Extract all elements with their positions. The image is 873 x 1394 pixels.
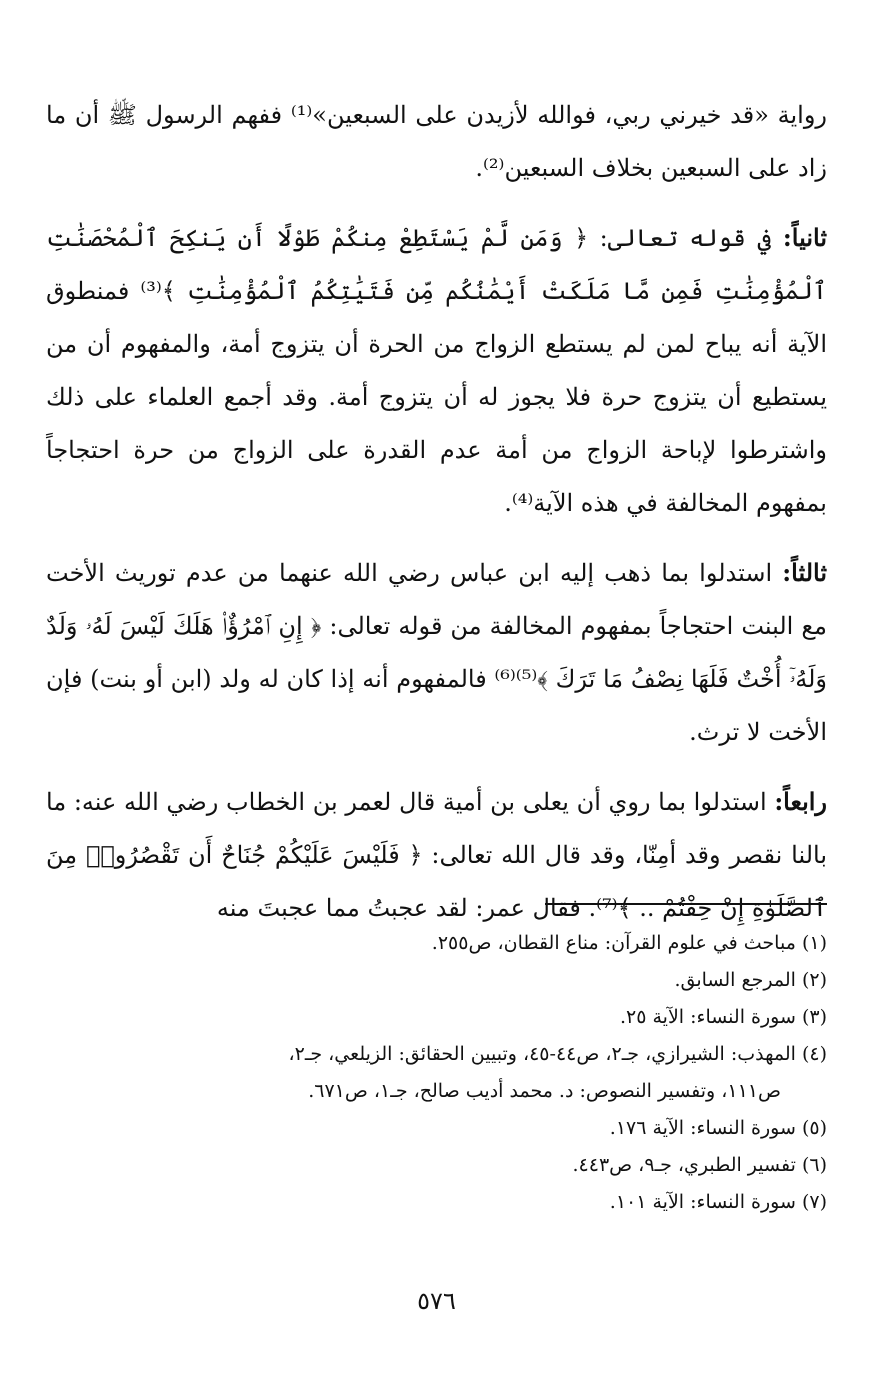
footnote-item bbox=[46, 1110, 827, 1147]
paragraph-text: استدلوا بما ذهب إليه ابن عباس رضي الله عنهما من عدم توريث الأخت مع البنت احتجاجاً بمفهوم المخالفة من قوله تعالى: ﴿ إِنِ ٱمْرُؤٌا۟ هَلَكَ لَيْسَ لَهُۥ وَلَدٌ وَلَهُۥٓ أُخْتٌ فَلَهَا نِصْفُ مَا تَرَكَ ﴾⁽⁵⁾⁽⁶⁾ فالمفهوم أنه إذا كان له ولد (ابن أو بنت) فإن الأخت لا ترث. bbox=[46, 559, 827, 746]
footnote-text: تفسير الطبري، جـ٩، ص٤٤٣. bbox=[572, 1154, 796, 1176]
paragraph-text: استدلوا بما روي أن يعلى بن أمية قال لعمر بن الخطاب رضي الله عنه: ما بالنا نقصر وقد أمِنّا، وقد قال الله تعالى: ﴿ فَلَيْسَ عَلَيْكُمْ جُنَاحٌ أَن تَقْصُرُوا۟ مِنَ ٱلصَّلَوٰةِ إِنْ خِفْتُمْ .. ﴾⁽⁷⁾. فقال عمر: لقد عجبتُ مما عجبتَ منه bbox=[46, 788, 827, 922]
footnote-text: مباحث في علوم القرآن: مناع القطان، ص٢٥٥. bbox=[431, 932, 796, 954]
paragraph-text: رواية «قد خيرني ربي، فوالله لأزيدن على السبعين»⁽¹⁾ ففهم الرسول ﷺ أن ما زاد على السبعين بخلاف السبعين⁽²⁾. bbox=[46, 101, 827, 182]
footnote-number: (٣) bbox=[801, 1006, 827, 1028]
footnote-text: المرجع السابق. bbox=[674, 969, 796, 991]
paragraph-lead: ثانياً: bbox=[782, 223, 827, 252]
footnote-item bbox=[46, 999, 827, 1036]
footnote-continuation: ص١١١، وتفسير النصوص: د. محمد أديب صالح، جـ١، ص٦٧١. bbox=[308, 1080, 781, 1102]
footnote-text: المهذب: الشيرازي، جـ٢، ص٤٤-٤٥، وتبيين الحقائق: الزيلعي، جـ٢، bbox=[288, 1043, 796, 1065]
footnote-number: (٧) bbox=[801, 1191, 827, 1213]
footnotes-list bbox=[46, 925, 827, 1221]
footnote-separator bbox=[545, 903, 827, 905]
footnote-text: سورة النساء: الآية ١٧٦. bbox=[609, 1117, 796, 1139]
footnote-number: (٤) bbox=[801, 1043, 827, 1065]
footnote-item bbox=[46, 962, 827, 999]
footnote-text: سورة النساء: الآية ٢٥. bbox=[619, 1006, 796, 1028]
paragraph-lead: رابعاً: bbox=[774, 787, 827, 816]
paragraph-intro bbox=[46, 88, 827, 195]
footnote-number: (١) bbox=[801, 932, 827, 954]
footnote-number: (٦) bbox=[801, 1154, 827, 1176]
footnote-text: سورة النساء: الآية ١٠١. bbox=[609, 1191, 796, 1213]
footnote-item bbox=[46, 1147, 827, 1184]
paragraph-third bbox=[46, 546, 827, 759]
footnote-item bbox=[46, 1184, 827, 1221]
paragraph-fourth bbox=[46, 775, 827, 935]
footnote-number: (٢) bbox=[801, 969, 827, 991]
paragraph-second bbox=[46, 211, 827, 530]
footnote-item bbox=[46, 925, 827, 962]
page-number: ٥٧٦ bbox=[417, 1287, 456, 1315]
footnote-number: (٥) bbox=[801, 1117, 827, 1139]
footnote-item bbox=[46, 1036, 827, 1073]
paragraph-lead: ثالثاً: bbox=[782, 558, 827, 587]
paragraph-text: في قوله تعالى: ﴿ وَمَن لَّمْ يَسْتَطِعْ مِنكُمْ طَوْلًا أَن يَنكِحَ ٱلْمُحْصَنَٰتِ ٱلْمُؤْمِنَٰتِ فَمِن مَّا مَلَكَتْ أَيْمَٰنُكُم مِّن فَتَيَٰتِكُمُ ٱلْمُؤْمِنَٰتِ ﴾⁽³⁾ فمنطوق الآية أنه يباح لمن لم يستطع الزواج من الحرة أن يتزوج أمة، والمفهوم أن من يستطيع أن يتزوج حرة فلا يجوز له أن يتزوج أمة. وقد أجمع العلماء على ذلك واشترطوا لإباحة الزواج من أمة عدم القدرة على الزواج من حرة احتجاجاً بمفهوم المخالفة في هذه الآية⁽⁴⁾. bbox=[46, 224, 827, 517]
